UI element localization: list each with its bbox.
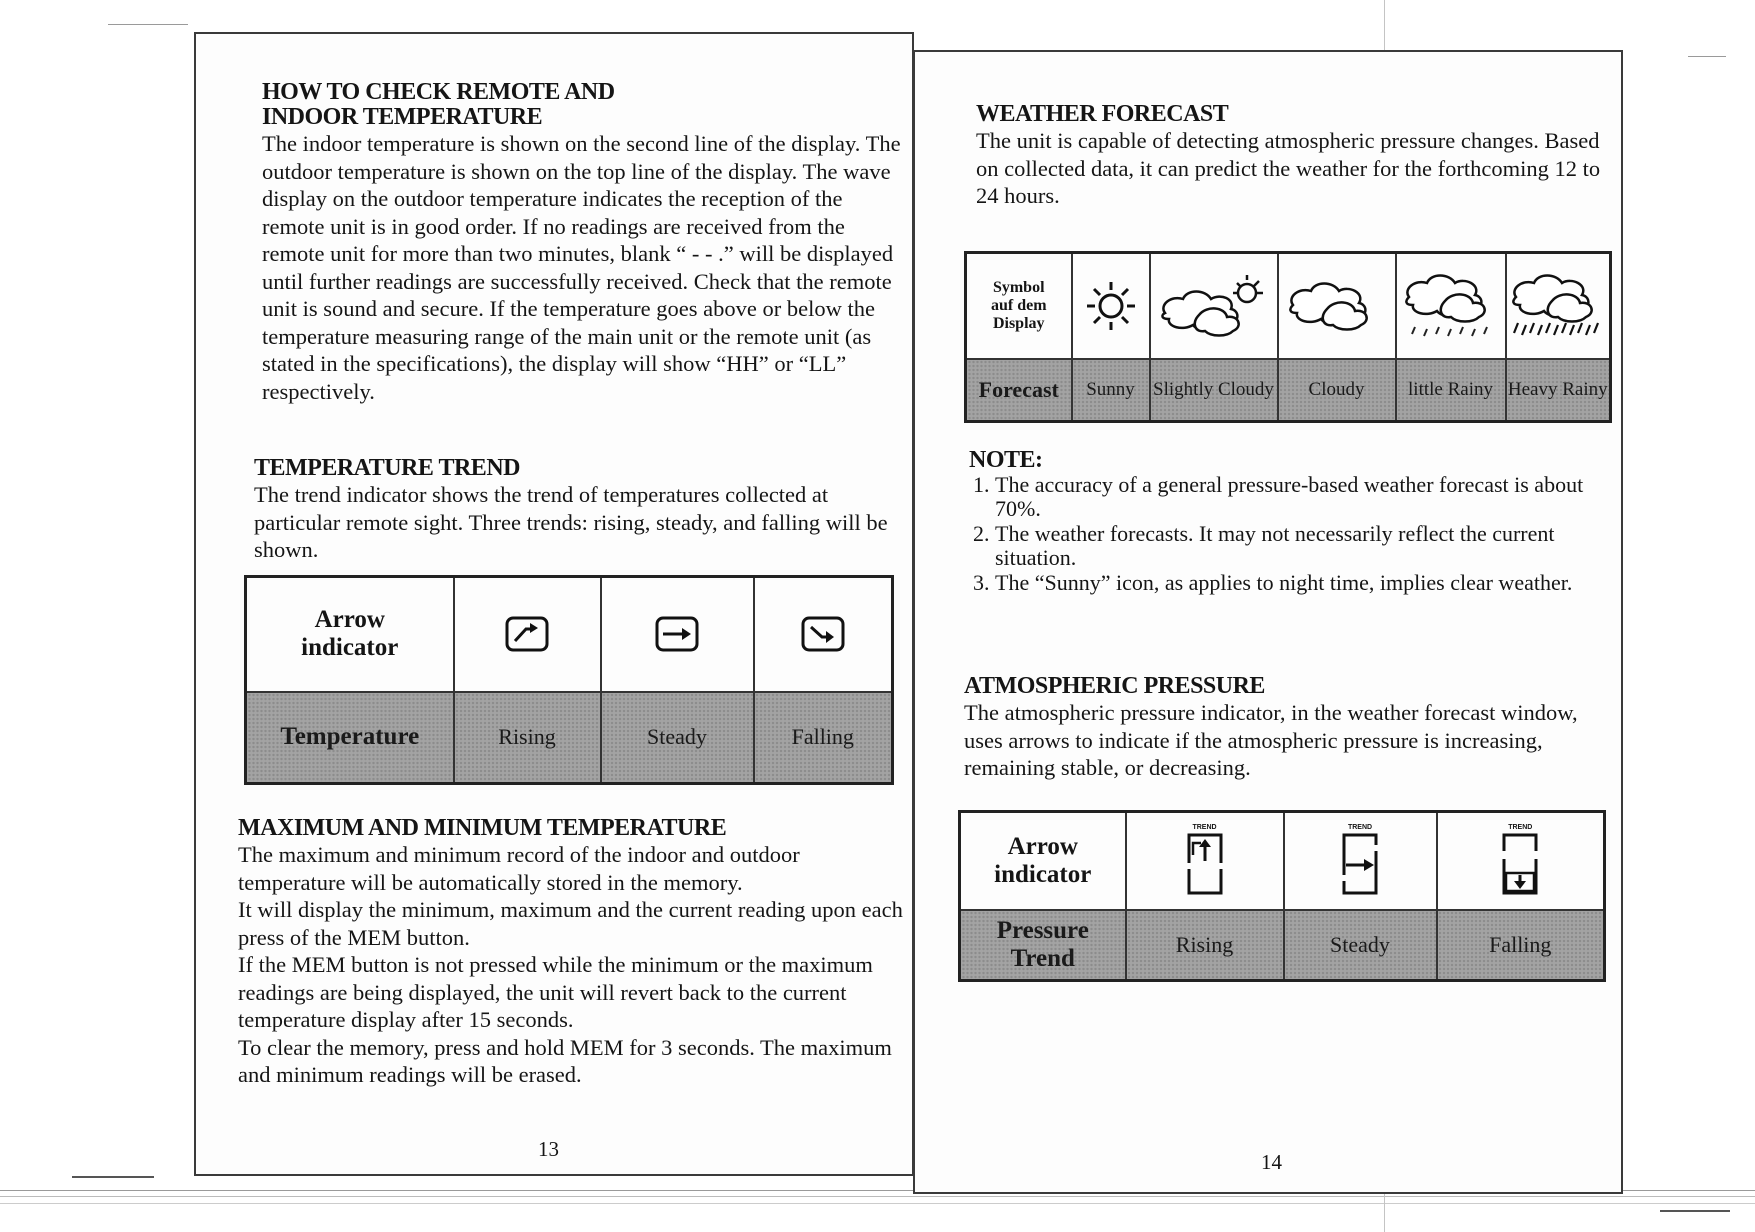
remote-temperature-heading: HOW TO CHECK REMOTE AND INDOOR TEMPERATURE [262, 79, 615, 130]
pressure-rising-cell: Rising [1126, 910, 1284, 981]
pressure-falling-icon [1437, 812, 1605, 910]
max-min-line-2: It will display the minimum, maximum and the current reading upon each press of the MEM button. [238, 897, 903, 950]
note-list [969, 473, 1609, 595]
pressure-trend-table [958, 810, 1606, 982]
temperature-trend-table [244, 575, 894, 785]
forecast-little-rainy-cell: little Rainy [1396, 359, 1506, 422]
weather-forecast-text: The unit is capable of detecting atmospheric pressure changes. Based on collected data, it can predict the weather for the forthcoming 12 to 24 hours. [976, 128, 1601, 208]
forecast-sunny-cell: Sunny [1072, 359, 1150, 422]
weather-forecast-section [976, 102, 1616, 210]
pressure-falling-cell: Falling [1437, 910, 1605, 981]
atmospheric-pressure-text: The atmospheric pressure indicator, in the weather forecast window, uses arrows to indicate if the atmospheric pressure is increasing, remaining stable, or decreasing. [964, 700, 1578, 780]
trend-rising-cell: Rising [454, 692, 601, 784]
scan-line-bottom-3 [0, 1203, 1755, 1204]
pressure-arrow-indicator-label: Arrow indicator [960, 812, 1126, 910]
atmospheric-pressure-section [964, 674, 1614, 782]
weather-forecast-table [964, 251, 1612, 423]
note-item-3: 3. The “Sunny” icon, as applies to night time, implies clear weather. [995, 571, 1609, 595]
max-min-temperature-section [238, 816, 904, 1089]
note-item-2: 2. The weather forecasts. It may not necessarily reflect the current situation. [995, 522, 1609, 570]
sun-behind-clouds-icon [1150, 253, 1278, 359]
clouds-light-rain-icon [1396, 253, 1506, 359]
temperature-trend-section [254, 456, 894, 564]
page-number-13: 13 [538, 1137, 559, 1161]
temperature-trend-text: The trend indicator shows the trend of temperatures collected at particular remote sight. Three trends: rising, steady, and falling will be shown. [254, 482, 888, 562]
scan-line-bottom-left [72, 1176, 154, 1178]
trend-caption: TREND [1347, 824, 1373, 832]
symbol-on-display-label: Symbol auf dem Display [966, 253, 1072, 359]
trend-falling-cell: Falling [754, 692, 893, 784]
remote-temperature-text: The indoor temperature is shown on the second line of the display. The outdoor temperature is shown on the top line of the display. The wave display on the outdoor temperature indicates the reception of the remote unit is in good order. If no readings are received from the remote unit for more than two minutes, blank “ ‐ ‐ .” will be displayed until further readings are successfully received. Check that the remote unit is sound and secure. If the temperature goes above or below the temperature measuring range of the main unit or the remote unit (as stated in the specifications), the display will show “HH” or “LL” respectively. [262, 131, 901, 404]
pressure-rising-icon [1126, 812, 1284, 910]
trend-steady-cell: Steady [601, 692, 754, 784]
trend-caption: TREND [1508, 824, 1533, 832]
sun-icon [1072, 253, 1150, 359]
clouds-icon [1278, 253, 1396, 359]
note-item-1: 1. The accuracy of a general pressure-based weather forecast is about 70%. [995, 473, 1609, 521]
max-min-line-1: The maximum and minimum record of the indoor and outdoor temperature will be automatically stored in the memory. [238, 842, 800, 895]
arrow-indicator-label: Arrow indicator [246, 577, 454, 692]
temperature-trend-heading: TEMPERATURE TREND [254, 455, 520, 481]
forecast-slightly-cloudy-cell: Slightly Cloudy [1150, 359, 1278, 422]
pressure-steady-cell: Steady [1284, 910, 1437, 981]
atmospheric-pressure-heading: ATMOSPHERIC PRESSURE [964, 673, 1265, 699]
forecast-cloudy-cell: Cloudy [1278, 359, 1396, 422]
remote-temperature-section [262, 80, 902, 405]
scan-line-top-right [1688, 56, 1726, 57]
weather-forecast-heading: WEATHER FORECAST [976, 101, 1229, 127]
falling-arrow-icon [754, 577, 893, 692]
manual-page-13 [194, 32, 914, 1176]
note-heading: NOTE: [969, 447, 1043, 473]
manual-page-14 [913, 50, 1623, 1194]
max-min-temperature-heading: MAXIMUM AND MINIMUM TEMPERATURE [238, 815, 727, 841]
temperature-row-label: Temperature [246, 692, 454, 784]
scan-line-bottom-2 [0, 1196, 1755, 1197]
page-number-14: 14 [1261, 1150, 1282, 1174]
max-min-line-3: If the MEM button is not pressed while the minimum or the maximum readings are being displayed, the unit will revert back to the current temperature display after 15 seconds. [238, 952, 873, 1032]
trend-caption: TREND [1192, 824, 1217, 832]
scan-line-top-left [108, 24, 188, 25]
max-min-line-4: To clear the memory, press and hold MEM for 3 seconds. The maximum and minimum readings will be erased. [238, 1034, 892, 1087]
pressure-trend-row-label: Pressure Trend [960, 910, 1126, 981]
rising-arrow-icon [454, 577, 601, 692]
steady-arrow-icon [601, 577, 754, 692]
pressure-steady-icon [1284, 812, 1437, 910]
forecast-heavy-rainy-cell: Heavy Rainy [1506, 359, 1611, 422]
note-section [969, 448, 1609, 596]
forecast-row-label: Forecast [966, 359, 1072, 422]
scan-line-bottom-right [1660, 1210, 1730, 1212]
clouds-heavy-rain-icon [1506, 253, 1611, 359]
